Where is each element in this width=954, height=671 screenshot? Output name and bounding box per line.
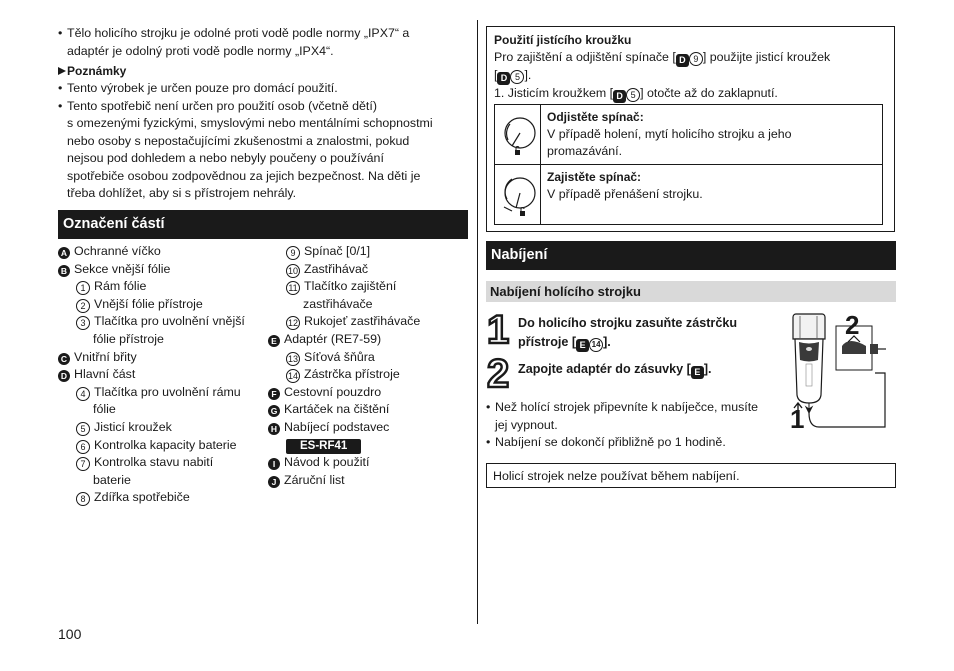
part-number-marker: 5	[76, 422, 90, 436]
parts-list-item	[58, 331, 278, 349]
bullet-item	[58, 80, 468, 98]
parts-list-item	[268, 313, 468, 331]
unlock-text-2: promazávání.	[547, 144, 623, 158]
ref-letter-e: E	[691, 366, 704, 379]
part-label: Adaptér (RE7-59)	[284, 331, 382, 346]
charging-note-box: Holicí strojek nelze používat během nabíjení.	[486, 463, 896, 488]
part-label: fólie	[93, 402, 116, 417]
part-label: Rám fólie	[94, 279, 147, 294]
bullet-line: spotřebiče osobou zodpovědnou za jejich bezpečnost. Na děti je	[67, 168, 421, 183]
lock-box-step: 1. Jisticím kroužkem [ D 5 ] otočte až do zaklapnutí.	[494, 86, 778, 101]
bullet-line: nebo osoby s nepostačujícími zkušenostmi a znalostmi, pokud	[67, 133, 410, 148]
part-label: Kartáček na čištění	[284, 402, 390, 417]
part-label: Tlačítka pro uvolnění rámu	[94, 384, 241, 399]
lock-ring-box	[486, 26, 895, 232]
part-label: fólie přístroje	[93, 331, 164, 346]
bullet-line: jej vypnout.	[495, 417, 558, 432]
part-number-marker: 1	[76, 281, 90, 295]
parts-list-item	[58, 454, 278, 472]
bullet-line: • Než holící strojek připevníte k nabíječce, musíte	[495, 400, 759, 414]
part-label: Zástrčka přístroje	[304, 367, 400, 382]
ref-letter-d: D	[676, 54, 689, 67]
parts-list-item	[58, 401, 278, 419]
part-number-marker: 14	[287, 371, 298, 382]
ref-num: 5	[510, 70, 524, 84]
unlock-dial-icon	[498, 112, 538, 158]
part-letter-marker: G	[268, 405, 280, 417]
part-label: Ochranné víčko	[74, 244, 161, 258]
unlock-text-1: V případě holení, mytí holicího strojku a jeho	[547, 127, 792, 141]
parts-list-item	[58, 437, 278, 455]
step-2-text: Zapojte adaptér do zásuvky [ E ].	[518, 362, 712, 377]
bullet-line: nejsou pod dohledem a nebo nebyly poučeny o používání	[67, 151, 384, 165]
parts-list-item	[268, 243, 468, 261]
figure-label-2: 2	[845, 310, 860, 340]
lock-text-1: V případě přenášení strojku.	[547, 187, 703, 201]
part-number-marker: 2	[76, 299, 90, 313]
parts-list-item	[268, 472, 468, 490]
lock-title: Zajistěte spínač:	[547, 170, 642, 184]
part-number-marker: 13	[287, 353, 298, 364]
ref-letter-d: D	[613, 90, 626, 103]
part-number-marker: 4	[76, 387, 90, 401]
bullet-item	[58, 98, 468, 203]
part-label: Síťová šňůra	[304, 349, 375, 364]
charging-heading: Nabíjení	[486, 241, 896, 270]
parts-heading: Označení částí	[58, 210, 468, 239]
part-number-marker: 6	[76, 440, 90, 454]
lock-dial-icon	[498, 171, 538, 219]
page-number: 100	[58, 626, 82, 642]
intro-bullets	[58, 25, 468, 60]
part-letter-marker: F	[268, 388, 280, 400]
part-label: Kontrolka stavu nabití	[94, 455, 214, 470]
parts-list-item	[58, 313, 278, 331]
part-label: Zastřihávač	[304, 261, 369, 276]
unlock-title: Odjistěte spínač:	[547, 110, 644, 124]
parts-list-item	[58, 261, 278, 279]
part-number-marker: 3	[76, 316, 90, 330]
parts-list-item	[268, 366, 468, 384]
parts-list-item	[58, 472, 278, 490]
part-label: Kontrolka kapacity baterie	[94, 437, 237, 452]
parts-list-col1	[58, 243, 278, 507]
bullet-line: • Tento spotřebič není určen pro použití osob (včetně dětí)	[67, 98, 377, 113]
parts-list-item	[268, 261, 468, 279]
lock-box-line1: Pro zajištění a odjištění spínače [ D 9 ] použijte jisticí kroužek	[494, 50, 831, 65]
part-label: zastřihávače	[303, 296, 373, 311]
part-label: Zdířka spotřebiče	[94, 490, 190, 505]
parts-list-item	[58, 384, 278, 402]
part-label: Vnější fólie přístroje	[94, 296, 203, 311]
parts-list-item	[268, 349, 468, 367]
step-1-number: 1	[487, 308, 510, 352]
bullet-item	[486, 399, 786, 434]
parts-list-item	[58, 419, 278, 437]
lock-state-table	[494, 104, 883, 225]
ref-letter-e: E	[576, 339, 589, 352]
step-2-number: 2	[487, 352, 510, 396]
parts-list-item	[58, 296, 278, 314]
parts-list-item	[268, 384, 468, 402]
parts-list-item	[268, 278, 468, 296]
part-label: Spínač [0/1]	[304, 244, 371, 258]
ref-num: 5	[626, 88, 640, 102]
parts-list-item	[268, 437, 468, 455]
part-letter-marker: I	[268, 458, 280, 470]
parts-list-item	[268, 296, 468, 314]
part-label: Sekce vnější fólie	[74, 261, 171, 276]
part-label: Cestovní pouzdro	[284, 384, 382, 399]
model-badge: ES-RF41	[286, 439, 361, 454]
parts-list-item	[268, 331, 468, 349]
figure-label-1: 1	[790, 404, 805, 434]
triangle-icon	[58, 67, 66, 75]
charging-notes	[486, 399, 786, 452]
notes-heading: Poznámky	[58, 63, 468, 79]
part-number-marker: 10	[287, 265, 298, 276]
part-letter-marker: B	[58, 265, 70, 277]
part-label: Jisticí kroužek	[94, 419, 172, 434]
part-letter-marker: E	[268, 335, 280, 347]
bullet-item	[58, 25, 468, 60]
part-label: Návod k použití	[284, 455, 370, 470]
parts-list-item	[268, 419, 468, 437]
part-label: baterie	[93, 472, 131, 487]
left-column	[58, 25, 468, 203]
part-label: Vnitřní břity	[74, 349, 137, 364]
part-number-marker: 8	[76, 492, 90, 506]
part-label: Tlačítko zajištění	[304, 279, 397, 294]
bullet-item	[486, 434, 786, 452]
part-label: Hlavní část	[74, 367, 136, 382]
bullet-line: • Tělo holicího strojku je odolné proti vodě podle normy „IPX7“ a	[67, 26, 410, 40]
notes-list	[58, 80, 468, 203]
bullet-line: s omezenými fyzickými, smyslovými nebo mentálními schopnostmi	[67, 116, 433, 130]
part-number-marker: 11	[286, 281, 300, 295]
parts-list-col2	[268, 243, 468, 489]
ref-num: 9	[689, 52, 703, 66]
part-label: Záruční list	[284, 472, 345, 487]
part-letter-marker: H	[268, 423, 280, 435]
parts-list-item	[268, 454, 468, 472]
bullet-line: • Tento výrobek je určen pouze pro domácí použití.	[67, 81, 338, 95]
parts-list-item	[58, 489, 278, 507]
part-letter-marker: D	[58, 370, 70, 382]
part-number-marker: 7	[76, 457, 90, 471]
part-label: Tlačítka pro uvolnění vnější	[94, 314, 245, 329]
bullet-line: adaptér je odolný proti vodě podle normy „IPX4“.	[67, 43, 334, 58]
part-label: Nabíjecí podstavec	[284, 419, 390, 434]
charging-subheading: Nabíjení holícího strojku	[486, 281, 896, 302]
ref-letter-d: D	[497, 72, 510, 85]
step-1-text: Do holicího strojku zasuňte zástrčku přístroje [ E 14 ].	[518, 316, 738, 350]
part-number-marker: 12	[287, 318, 298, 329]
ref-num: 14	[589, 338, 603, 352]
column-divider	[477, 20, 478, 624]
bullet-line: třeba dohlížet, aby si s přístrojem nehrály.	[67, 186, 297, 200]
part-label: Rukojeť zastřihávače	[304, 314, 421, 329]
parts-list-item	[268, 401, 468, 419]
part-letter-marker: J	[268, 476, 280, 488]
part-number-marker: 9	[286, 246, 300, 260]
lock-box-title: Použití jistícího kroužku	[494, 33, 632, 47]
parts-list-item	[58, 366, 278, 384]
parts-list-item	[58, 278, 278, 296]
lock-box-line2: [ D 5 ].	[494, 68, 532, 83]
parts-list-item	[58, 243, 278, 261]
parts-list-item	[58, 349, 278, 367]
part-letter-marker: C	[58, 353, 70, 365]
table-divider	[495, 164, 882, 165]
bullet-line: • Nabíjení se dokončí přibližně po 1 hodině.	[495, 435, 726, 449]
part-letter-marker: A	[58, 247, 70, 259]
